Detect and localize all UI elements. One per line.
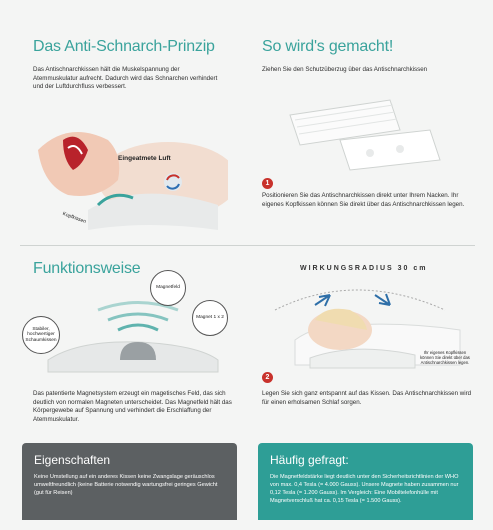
- step1-text: Positionieren Sie das Antischnarchkissen direkt unter Ihrem Nacken. Ihr eigenes Kopfkissen können Sie direkt über das Antischnarchkissen legen.: [262, 192, 465, 208]
- eigenschaften-title: Eigenschaften: [34, 453, 111, 467]
- eigenschaften-box: [22, 443, 237, 520]
- own-pillow-label: Ihr eigenes Kopfkissen können Sie direkt über das Antischnarchkissen legen.: [420, 350, 470, 365]
- eigenschaften-text: Keine Umstellung auf ein anderes Kissen keine Zwangslage geräuschlos umweltfreundlich (keine Batterie notwendig wartungsfrei geringes Gewicht (gut für Reisen): [34, 474, 218, 496]
- faq-text: Die Magnetfeldstärke liegt deutlich unter den Sicherheitsrichtlinien der WHO von max. 0,4 Tesla (= 4.000 Gauss). Unsere Magnete haben zusammen nur 0,12 Tesla (= 1.200 Gauss). Im Vergleich: Eine Mobiltelefonhülle mit Magnetverschluß hat ca. 0,15 Tesla (= 1.500 Gauss).: [270, 474, 459, 504]
- step1-number: 1: [262, 178, 273, 189]
- so-wirds-intro: Ziehen Sie den Schutzüberzug über das Antischnarchkissen: [262, 66, 428, 73]
- magnet-callout: Magnet 1 x 2: [192, 300, 228, 336]
- funktionsweise-text: Das patentierte Magnetsystem erzeugt ein magetisches Feld, das sich deutlich von normalen Magneten unterscheidet. Das Magnetfeld hält das Körpergewebe auf Spannung und verhindert die Erschlaffung der Atemmuskulatur.: [33, 390, 232, 423]
- radius-label: WIRKUNGSRADIUS 30 cm: [300, 265, 428, 272]
- step2-text: Legen Sie sich ganz entspannt auf das Kissen. Das Antischnarchkissen wird für einen erholsamen Schlaf sorgen.: [262, 390, 472, 406]
- step2-number: 2: [262, 372, 273, 383]
- anti-schnarch-title: Das Anti-Schnarch-Prinzip: [33, 38, 215, 55]
- anti-schnarch-illustration: [28, 110, 228, 240]
- faq-title: Häufig gefragt:: [270, 453, 349, 467]
- faq-box: [258, 443, 473, 520]
- magnetic-field-callout: Magnetfeld: [150, 270, 186, 306]
- funktionsweise-title: Funktionsweise: [33, 260, 141, 277]
- pillow-cover-illustration: [285, 95, 445, 175]
- section-divider: [20, 245, 475, 246]
- inhaled-air-label: Eingeatmete Luft: [118, 155, 171, 162]
- pillow-label: Kopfkissen: [61, 210, 87, 226]
- anti-schnarch-text: Das Antischnarchkissen hält die Muskelspannung der Atemmuskulatur aufrecht. Dadurch wird das Schnarchen verhindert und der Luftdurchfluss verbessert.: [33, 66, 218, 91]
- so-wirds-title: So wird's gemacht!: [262, 38, 394, 55]
- foam-callout: Stabiler, hochwertiger Schaumkissen: [22, 316, 60, 354]
